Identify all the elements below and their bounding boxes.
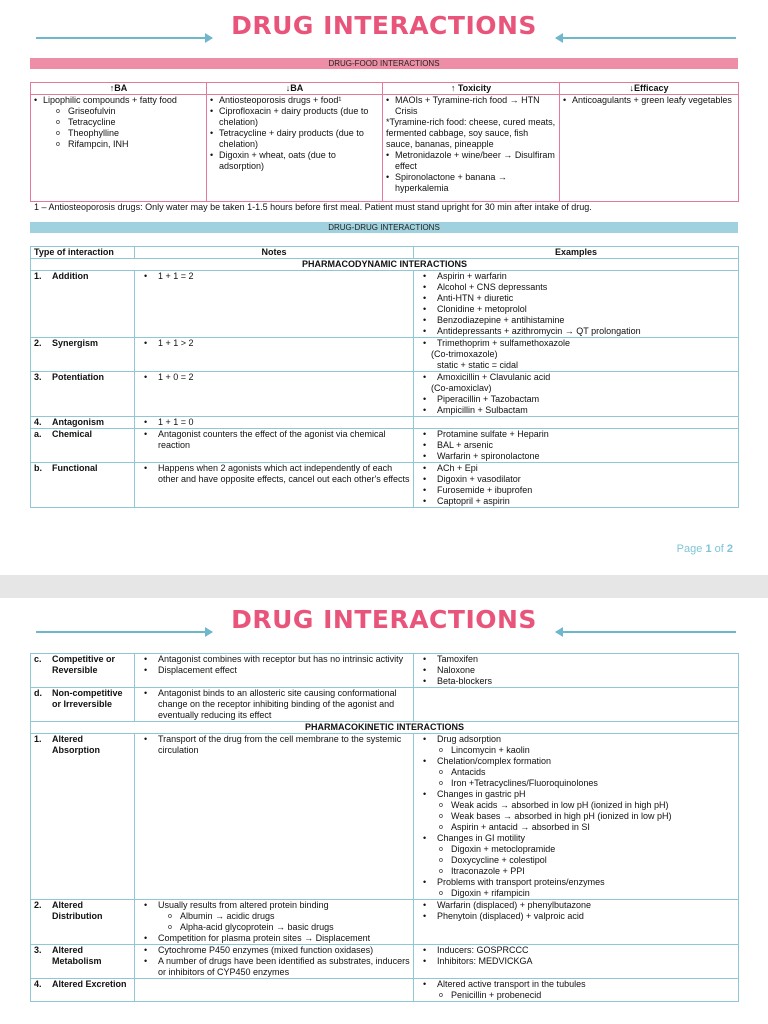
list-item: o Tetracycline <box>34 117 203 128</box>
notes-list <box>138 338 410 349</box>
page-total: 2 <box>726 543 733 555</box>
note-item: • Transport of the drug from the cell membrane to the systemic circulation <box>138 734 410 756</box>
example-item: • Captopril + aspirin <box>417 496 735 507</box>
examples-cell <box>414 688 739 722</box>
note-item: • Antagonist counters the effect of the agonist via chemical reaction <box>138 429 410 451</box>
examples-cell <box>414 979 739 1002</box>
examples-cell <box>414 900 739 945</box>
list-item: o Theophylline <box>34 128 203 139</box>
examples-cell <box>414 945 739 979</box>
notes-cell <box>135 429 414 463</box>
interaction-type-cell <box>31 900 135 945</box>
interaction-type-cell <box>31 463 135 508</box>
note-item: • Competition for plasma protein sites → Displacement <box>138 933 410 944</box>
interaction-type: Functional <box>52 463 98 473</box>
examples-cell <box>414 417 739 429</box>
interaction-type: Chemical <box>52 429 93 439</box>
examples-cell <box>414 654 739 688</box>
example-item: • Piperacillin + Tazobactam <box>417 394 735 405</box>
notes-list <box>138 417 410 428</box>
title-row <box>0 606 768 646</box>
examples-list <box>417 979 735 1001</box>
note-item: • Usually results from altered protein binding <box>138 900 410 911</box>
examples-list <box>417 338 735 371</box>
notes-list <box>138 429 410 451</box>
page-title: DRUG INTERACTIONS <box>231 605 537 634</box>
food-list-toxicity <box>386 95 556 194</box>
examples-cell <box>414 338 739 372</box>
food-list-efficacy <box>563 95 735 106</box>
list-item: o Rifampcin, INH <box>34 139 203 150</box>
table-row <box>31 463 739 508</box>
example-item: • Benzodiazepine + antihistamine <box>417 315 735 326</box>
list-item: • Spironolactone + banana → hyperkalemia <box>386 172 556 194</box>
example-item: • Beta-blockers <box>417 676 735 687</box>
example-item: o Weak bases → absorbed in high pH (ionized in low pH) <box>417 811 735 822</box>
page-title: DRUG INTERACTIONS <box>231 11 537 40</box>
example-item: o Digoxin + rifampicin <box>417 888 735 899</box>
example-item: • Clonidine + metoprolol <box>417 304 735 315</box>
list-item: • Tetracycline + dairy products (due to chelation) <box>210 128 379 150</box>
examples-list <box>417 654 735 687</box>
table-row <box>31 945 739 979</box>
arrow-right-decoration <box>36 37 212 39</box>
food-col-header: ↑BA <box>31 83 207 95</box>
drug-drug-header: DRUG-DRUG INTERACTIONS <box>30 222 738 233</box>
food-list-decreased-ba <box>210 95 379 172</box>
interaction-type-cell <box>31 372 135 417</box>
notes-list <box>138 945 410 978</box>
example-item: • Anti-HTN + diuretic <box>417 293 735 304</box>
pharmacodynamic-section-header: PHARMACODYNAMIC INTERACTIONS <box>31 259 739 271</box>
table-row <box>31 900 739 945</box>
example-item: • Inhibitors: MEDVICKGA <box>417 956 735 967</box>
examples-cell <box>414 429 739 463</box>
note-item: • Antagonist combines with receptor but has no intrinsic activity <box>138 654 410 665</box>
interaction-type-cell <box>31 945 135 979</box>
notes-cell <box>135 900 414 945</box>
example-item: o Itraconazole + PPI <box>417 866 735 877</box>
row-number: 2. <box>34 338 42 348</box>
example-item: • Protamine sulfate + Heparin <box>417 429 735 440</box>
example-item: • Digoxin + vasodilator <box>417 474 735 485</box>
row-number: b. <box>34 463 42 473</box>
note-item: • Cytochrome P450 enzymes (mixed function oxidases) <box>138 945 410 956</box>
row-number: d. <box>34 688 42 698</box>
note-item: • 1 + 1 > 2 <box>138 338 410 349</box>
interaction-type-cell <box>31 734 135 900</box>
drug-food-header: DRUG-FOOD INTERACTIONS <box>30 58 738 69</box>
list-item: • Metronidazole + wine/beer → Disulfiram effect <box>386 150 556 172</box>
notes-cell <box>135 945 414 979</box>
table-row <box>31 979 739 1002</box>
page-label: Page <box>676 543 703 555</box>
food-list-increased-ba <box>34 95 203 150</box>
row-number: c. <box>34 654 42 664</box>
examples-list <box>417 271 735 337</box>
arrow-left-decoration <box>556 631 736 633</box>
example-item: o Digoxin + metoclopramide <box>417 844 735 855</box>
list-item: • Ciprofloxacin + dairy products (due to chelation) <box>210 106 379 128</box>
table-row <box>31 372 739 417</box>
row-number: 1. <box>34 734 42 744</box>
table-row <box>31 429 739 463</box>
example-item: o Antacids <box>417 767 735 778</box>
row-number: a. <box>34 429 42 439</box>
table-row <box>31 417 739 429</box>
notes-list <box>138 900 410 944</box>
list-item: • Anticoagulants + green leafy vegetables <box>563 95 735 106</box>
row-number: 1. <box>34 271 42 281</box>
row-number: 2. <box>34 900 42 910</box>
example-item: • Trimethoprim + sulfamethoxazole <box>417 338 735 349</box>
drug-drug-table <box>30 246 739 508</box>
example-item: • Aspirin + warfarin <box>417 271 735 282</box>
example-item: • Alcohol + CNS depressants <box>417 282 735 293</box>
interaction-type-cell <box>31 429 135 463</box>
examples-list <box>417 429 735 462</box>
examples-list <box>417 900 735 922</box>
example-item: • Altered active transport in the tubules <box>417 979 735 990</box>
page-gap <box>0 575 768 598</box>
example-item: • Furosemide + ibuprofen <box>417 485 735 496</box>
interaction-type-cell <box>31 338 135 372</box>
note-item: • 1 + 1 = 2 <box>138 271 410 282</box>
note-item: • Happens when 2 agonists which act independently of each other and have opposite effects, cancel out each other's effects <box>138 463 410 485</box>
list-item: *Tyramine-rich food: cheese, cured meats, fermented cabbage, soy sauce, fish sauce, bananas, pineapple <box>386 117 556 149</box>
note-item: • 1 + 0 = 2 <box>138 372 410 383</box>
note-item: • Antagonist binds to an allosteric site causing conformational change on the receptor inhibiting binding of the agonist and eventually reducing its effect <box>138 688 410 721</box>
example-item: • Changes in GI motility <box>417 833 735 844</box>
example-item: o Lincomycin + kaolin <box>417 745 735 756</box>
pharmacokinetic-section-header: PHARMACOKINETIC INTERACTIONS <box>31 722 739 734</box>
interaction-type: Addition <box>52 271 89 281</box>
examples-list <box>417 372 735 416</box>
notes-cell <box>135 463 414 508</box>
note-item: o Albumin → acidic drugs <box>138 911 410 922</box>
notes-cell <box>135 979 414 1002</box>
notes-cell <box>135 654 414 688</box>
interaction-type: Synergism <box>52 338 99 348</box>
interaction-type-cell <box>31 979 135 1002</box>
interaction-type: Competitive or Reversible <box>52 654 116 675</box>
examples-cell <box>414 271 739 338</box>
notes-cell <box>135 417 414 429</box>
page-current: 1 <box>705 543 712 555</box>
interaction-type: Potentiation <box>52 372 104 382</box>
example-item: o Doxycycline + colestipol <box>417 855 735 866</box>
arrow-right-decoration <box>36 631 212 633</box>
example-item: • Tamoxifen <box>417 654 735 665</box>
example-item: (Co-amoxiclav) <box>431 383 492 393</box>
food-col-header: ↓BA <box>207 83 383 95</box>
page-of: of <box>714 543 724 555</box>
note-item: • A number of drugs have been identified as substrates, inducers or inhibitors of CYP450 enzymes <box>138 956 410 978</box>
table-row <box>31 654 739 688</box>
interaction-type: Altered Excretion <box>52 979 127 989</box>
interaction-type-cell <box>31 417 135 429</box>
example-item: • ACh + Epi <box>417 463 735 474</box>
note-item: o Alpha-acid glycoprotein → basic drugs <box>138 922 410 933</box>
interaction-type-cell <box>31 654 135 688</box>
list-item: • MAOIs + Tyramine-rich food → HTN Crisis <box>386 95 556 117</box>
interaction-type-cell <box>31 688 135 722</box>
note-item: • Displacement effect <box>138 665 410 676</box>
interaction-type: Non-competitive or Irreversible <box>52 688 123 709</box>
table-row <box>31 688 739 722</box>
example-item: • Changes in gastric pH <box>417 789 735 800</box>
example-item: • Antidepressants + azithromycin → QT prolongation <box>417 326 735 337</box>
page-number <box>677 544 733 555</box>
interaction-type: Altered Distribution <box>52 900 103 921</box>
drug-col-header: Notes <box>135 247 414 259</box>
notes-list <box>138 654 410 676</box>
food-col-header: ↑ Toxicity <box>383 83 560 95</box>
table-row <box>31 734 739 900</box>
food-col-header: ↓Efficacy <box>560 83 739 95</box>
interaction-type: Altered Absorption <box>52 734 100 755</box>
example-item: • Chelation/complex formation <box>417 756 735 767</box>
row-number: 3. <box>34 372 42 382</box>
footnote: 1 – Antiosteoporosis drugs: Only water may be taken 1-1.5 hours before first meal. Patient must stand upright for 30 min after intake of drug. <box>34 202 592 212</box>
drug-col-header: Type of interaction <box>31 247 135 259</box>
drug-food-table <box>30 82 739 202</box>
note-item: • 1 + 1 = 0 <box>138 417 410 428</box>
table-row <box>31 271 739 338</box>
row-number: 3. <box>34 945 42 955</box>
interaction-type: Antagonism <box>52 417 105 427</box>
examples-list <box>417 945 735 967</box>
example-item: • Inducers: GOSPRCCC <box>417 945 735 956</box>
list-item: • Digoxin + wheat, oats (due to adsorption) <box>210 150 379 172</box>
example-item: • Amoxicillin + Clavulanic acid <box>417 372 735 383</box>
table-row <box>31 338 739 372</box>
example-item: • Drug adsorption <box>417 734 735 745</box>
notes-cell <box>135 372 414 417</box>
example-item: o Iron +Tetracyclines/Fluoroquinolones <box>417 778 735 789</box>
examples-cell <box>414 463 739 508</box>
examples-cell <box>414 372 739 417</box>
example-item: o Aspirin + antacid → absorbed in SI <box>417 822 735 833</box>
example-item: • Naloxone <box>417 665 735 676</box>
notes-cell <box>135 271 414 338</box>
example-item: static + static = cidal <box>437 360 519 370</box>
list-item: o Griseofulvin <box>34 106 203 117</box>
document-page-2 <box>0 598 768 1024</box>
example-item: • Ampicillin + Sulbactam <box>417 405 735 416</box>
title-row <box>0 12 768 52</box>
notes-list <box>138 271 410 282</box>
arrow-left-decoration <box>556 37 736 39</box>
list-item: • Lipophilic compounds + fatty food <box>34 95 203 106</box>
examples-list <box>417 734 735 899</box>
example-item: o Penicillin + probenecid <box>417 990 735 1001</box>
example-item: • Problems with transport proteins/enzymes <box>417 877 735 888</box>
interaction-type-cell <box>31 271 135 338</box>
row-number: 4. <box>34 417 42 427</box>
example-item: • BAL + arsenic <box>417 440 735 451</box>
notes-cell <box>135 338 414 372</box>
row-number: 4. <box>34 979 42 989</box>
notes-list <box>138 688 410 721</box>
interaction-type: Altered Metabolism <box>52 945 102 966</box>
examples-list <box>417 463 735 507</box>
example-item: o Weak acids → absorbed in low pH (ionized in high pH) <box>417 800 735 811</box>
notes-cell <box>135 688 414 722</box>
example-item: (Co-trimoxazole) <box>431 349 498 359</box>
example-item: • Phenytoin (displaced) + valproic acid <box>417 911 735 922</box>
notes-list <box>138 372 410 383</box>
example-item: • Warfarin (displaced) + phenylbutazone <box>417 900 735 911</box>
notes-cell <box>135 734 414 900</box>
list-item: • Antiosteoporosis drugs + food¹ <box>210 95 379 106</box>
examples-cell <box>414 734 739 900</box>
notes-list <box>138 734 410 756</box>
notes-list <box>138 463 410 485</box>
example-item: • Warfarin + spironolactone <box>417 451 735 462</box>
drug-col-header: Examples <box>414 247 739 259</box>
drug-drug-table-continued <box>30 653 739 1002</box>
